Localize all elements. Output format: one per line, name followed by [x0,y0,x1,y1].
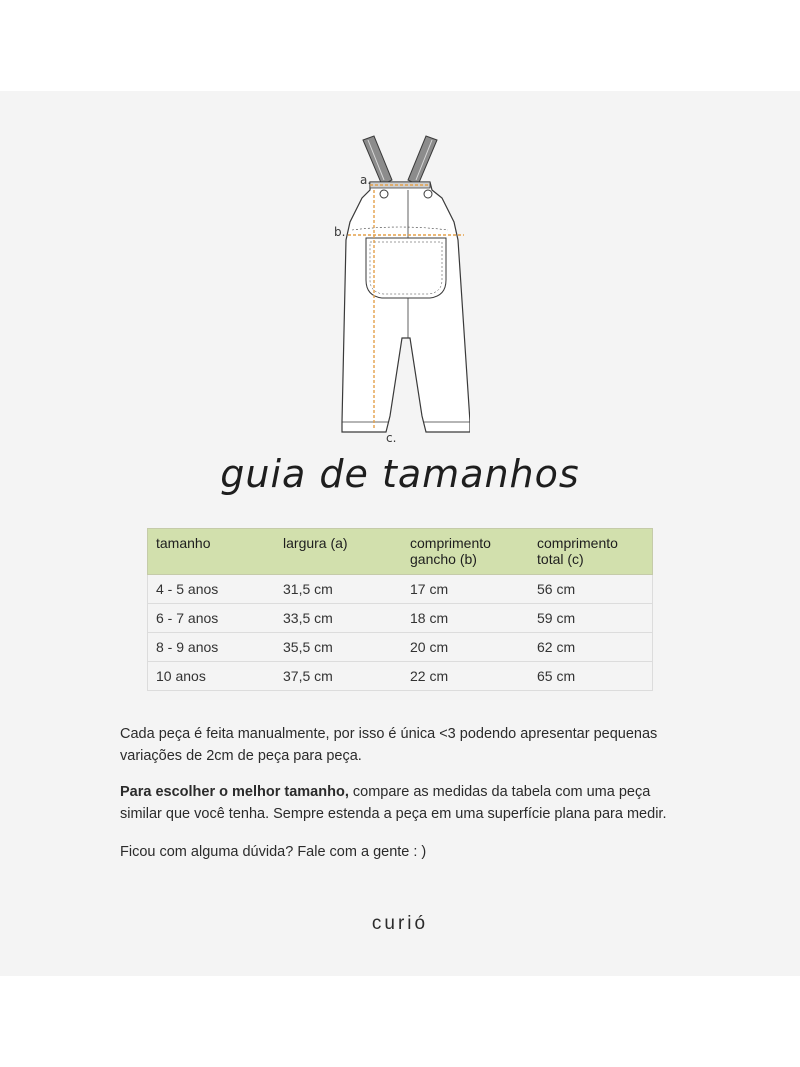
sizing-tip [120,781,690,825]
front-pocket [366,238,446,298]
cell-total: 65 cm [529,662,652,691]
header-comprimento-total [529,529,652,575]
cell-largura: 37,5 cm [275,662,402,691]
right-strap [408,136,437,185]
cell-tamanho: 10 anos [148,662,276,691]
header-largura: largura (a) [275,529,402,575]
label-c: c. [386,431,397,445]
cell-gancho: 18 cm [402,604,529,633]
header-line: comprimento [537,535,618,551]
contact-note: Ficou com alguma dúvida? Fale com a gente : ) [120,843,427,860]
overalls-outline [342,182,470,432]
right-button [424,190,432,198]
handmade-note: Cada peça é feita manualmente, por isso é única <3 podendo apresentar pequenas variações de 2cm de peça para peça. [120,725,658,764]
overalls-diagram [330,130,470,445]
header-comprimento-gancho [402,529,529,575]
cell-largura: 35,5 cm [275,633,402,662]
table-header-row [148,529,653,575]
cell-tamanho: 6 - 7 anos [148,604,276,633]
label-a: a. [360,173,372,187]
brand-logo: curió [371,913,429,934]
cell-gancho: 22 cm [402,662,529,691]
cell-total: 56 cm [529,575,652,604]
cell-gancho: 17 cm [402,575,529,604]
table-row [148,575,653,604]
left-button [380,190,388,198]
cell-total: 62 cm [529,633,652,662]
cell-total: 59 cm [529,604,652,633]
table-row [148,633,653,662]
cell-tamanho: 8 - 9 anos [148,633,276,662]
cell-tamanho: 4 - 5 anos [148,575,276,604]
size-table [147,528,653,691]
header-line: comprimento [410,535,491,551]
table-row [148,604,653,633]
header-line: gancho (b) [410,551,477,567]
cell-largura: 33,5 cm [275,604,402,633]
table-row [148,662,653,691]
header-line: total (c) [537,551,584,567]
sizing-tip-text: compare as medidas da tabela com uma peça similar que você tenha. Sempre estenda a peça em uma superfície plana para medir. [120,783,667,822]
label-b: b. [334,225,346,239]
cell-gancho: 20 cm [402,633,529,662]
cell-largura: 31,5 cm [275,575,402,604]
page-title: guia de tamanhos [220,452,580,496]
sizing-tip-bold: Para escolher o melhor tamanho, [120,783,349,800]
header-tamanho: tamanho [148,529,276,575]
